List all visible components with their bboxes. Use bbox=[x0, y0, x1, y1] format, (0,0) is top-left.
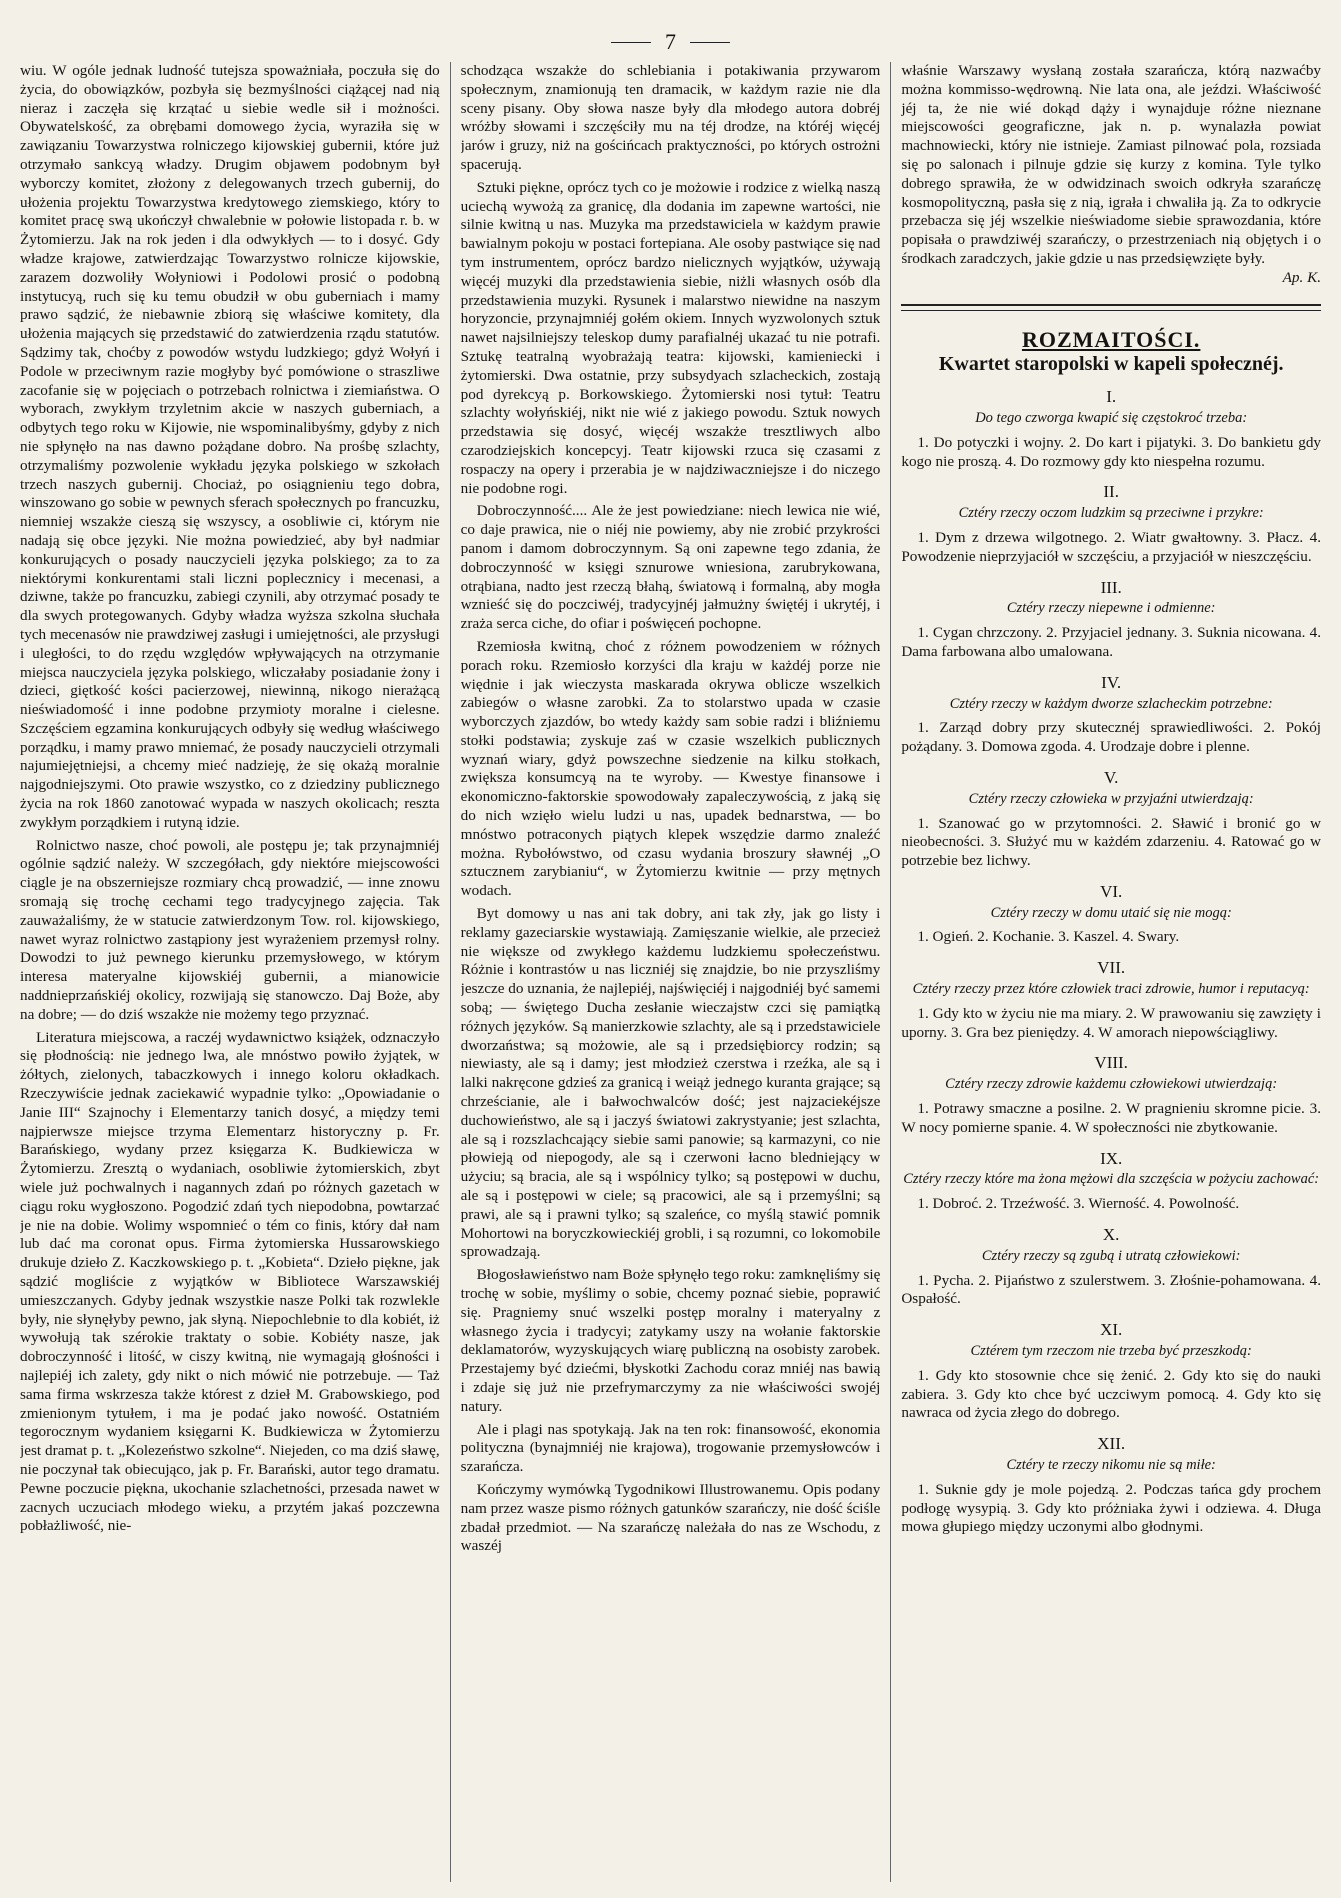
paragraph: Rolnictwo nasze, choć powoli, ale postępu je; tak przynajmniéj ogólnie sądzić należy. W szczegółach, gdy niektóre miejscowości ciągle je na obszerniejsze rozmiary chcą prowadzić, — inne znowu sromają się trochę cechami tego tradycyjnego zajęcia. Tak zauważaliśmy, że w statucie zatwierdzonym Tow. rol. kijowskiego, nawet wyraz rolnictwo zastąpiony jest wyrażeniem przemysł rolny. Dowodzi to już pewnego kierunku przemysłowego, w którym interesa materyalne kijowskiéj gubernii, a mianowicie naddnieprzańskiéj okolicy, rozwijają się stanowczo. Daj Boże, aby na dobre; — do dziś wszakże nie możemy tego przyznać. bbox=[20, 836, 440, 1023]
quartet-item bbox=[901, 1435, 1321, 1537]
quartet-text: 1. Szanować go w przytomności. 2. Sławić i bronić go w nieobecności. 3. Służyć mu w każdém zdarzeniu. 4. Ratować go w potrzebie bez lichwy. bbox=[901, 814, 1322, 870]
quartet-item bbox=[901, 1054, 1321, 1137]
quartet-number: V. bbox=[1104, 767, 1119, 787]
quartet-text: 1. Gdy kto stosownie chce się żenić. 2. Gdy kto się do nauki zabiera. 3. Gdy kto chce być uczciwym pomocą. 4. Gdy kto się nawraca od życia złego do dobrego. bbox=[901, 1366, 1322, 1422]
paragraph: Dobroczynność.... Ale że jest powiedziane: niech lewica nie wié, co daje prawica, nie o niéj nie powiemy, aby nie zrobić przykrości panom i damom dobroczynnym. Są oni zapewne tego zdania, że dobroczynność w księgi sznurowe wniesiona, zarubrykowana, otrąbiana, nadto jest rzeczą błahą, światową i formalną, aby mogła wznieść się do poczciwéj, tradycyjnéj jałmużny świętéj i ukrytéj, i zraża serca ciche, do ofiar i poświęceń pochopne. bbox=[460, 502, 881, 633]
quartet-lead: Cztéry rzeczy w domu utaić się nie mogą: bbox=[990, 904, 1232, 921]
quartet-number: III. bbox=[1100, 577, 1122, 597]
author-signature: Ap. K. bbox=[1282, 268, 1322, 286]
paragraph: Rzemiosła kwitną, choć z różnem powodzeniem w różnych porach roku. Rzemiosło korzyści dla kraju w każdéj porze nie więdnie i jak wieczysta maskarada okrywa oblicze wszelkich zabiegów o własne zarobki. Za to stolarstwo upada w czasie wyborczych zjazdów, bo wtedy każdy sam sobie radzi i bliźniemu stołki podstawia; zyskuje zaś w czasie wszelkich publicznych wyznań wiary, gdyż powszechne siedzenie na kilku stołkach, zwiększa konsumcyą na te wyroby. — Kwestye finansowe i ekonomiczno-faktorskie spowodowały zapaleczywością, z jaką się do nich wzięło wielu ludzi u nas, upadek bednarstwa, — bo mnóstwo potraconych piątych klepek wszędzie darmo znaleźć można. Rybołówstwo, od czasu wydania broszury sławnéj „O sztucznem zarybianiu“, w Żytomierzu kwitnie — przy mętnych wodach. bbox=[460, 637, 881, 900]
quartet-number: IV. bbox=[1101, 672, 1122, 692]
quartet-item bbox=[901, 769, 1321, 871]
header-rule-right bbox=[690, 42, 730, 43]
header-rule-left bbox=[611, 42, 651, 43]
column-1 bbox=[20, 62, 440, 1882]
paragraph: schodząca wszakże do schlebiania i potakiwania przywarom społecznym, znamionują ten dramacik, w każdym razie nie dla sceny pisany. Oby słowa nasze były dla młodego autora dobréj wróżby słowami i szczęściły mu na téj drodze, na któréj więcéj jarów i gruzy, niż na gościńcach praktyczności, po których ostrożni spacerują. bbox=[460, 62, 881, 173]
paragraph: Sztuki piękne, oprócz tych co je możowie i rodzice z wielką naszą uciechą wywożą za granicę, dla dodania im zapewne wartości, nie silnie kwitną u nas. Muzyka ma przedstawiciela w każdym prawie bawialnym pokoju w postaci fortepiana. Ale osoby pastwiące się nad tym instrumentem, oprócz bardzo nielicznych wyjątków, używają więcéj muzyki dla przedstawienia siebie, niżli własnych osób dla przedstawienia muzyki. Rysunek i malarstwo niewidne na naszym horyzoncie, przynajmniéj gołém okiem. Innych wyzwolonych sztuk nawet najsilniejszy teleskop dumy parafialnéj ukazać tu nie potrafi. Sztukę teatralną wyobrażają teatra: kijowski, kamieniecki i żytomierski. Dwa ostatnie, przy subsydyach szlacheckich, zostają pod dyrekcyą p. Borkowskiego. Żytomierski nosi tytuł: Teatru szlachty wołyńskiéj, nikt nie wié z jakiego powodu. Sztuk nowych przedstawia się dosyć, więcéj wszakże tresztliwych albo czarodziejskich koncepcyj. Teatr kijowski rzuca się czasami z rospaczy na opery i przerabia je w najdziwaczniejsze i do niczego nie podobne rogi. bbox=[460, 178, 881, 497]
quartet-lead: Cztéry rzeczy które ma żona mężowi dla szczęścia w pożyciu zachować: bbox=[903, 1171, 1320, 1188]
quartet-item bbox=[901, 883, 1321, 947]
quartet-lead: Cztéry rzeczy w każdym dworze szlacheckim potrzebne: bbox=[949, 695, 1273, 712]
quartet-text: 1. Dym z drzewa wilgotnego. 2. Wiatr gwałtowny. 3. Płacz. 4. Powodzenie nieprzyjaciół w szczęściu, a przyjaciół w nieszczęściu. bbox=[901, 528, 1322, 565]
quartet-lead: Cztéry te rzeczy nikomu nie są miłe: bbox=[1006, 1457, 1216, 1474]
section-title: ROZMAITOŚCI. bbox=[1021, 326, 1201, 352]
quartet-number: XI. bbox=[1100, 1320, 1123, 1340]
quartet-number: II. bbox=[1103, 482, 1119, 502]
quartet-item bbox=[901, 959, 1321, 1042]
quartet-lead: Cztéry rzeczy człowieka w przyjaźni utwierdzają: bbox=[968, 790, 1254, 807]
column-2 bbox=[461, 62, 881, 1882]
paragraph: Byt domowy u nas ani tak dobry, ani tak zły, jak go listy i reklamy gazeciarskie wystawiają. Zamięszanie wielkie, ale przecież nie większe od zwykłego każdemu ludzkiemu społeczeństwu. Różnie i kontrastów u nas liczniéj się znajdzie, bo nie przyszliśmy jeszcze do uznania, że najlepiéj, najświęciéj i najgodniéj być samemi sobą; — świętego Ducha zesłanie wieczajstw czci się pamiątką różnych języków. Są manierzkowie szlachty, ale są i przedstawiciele dworzaństwa; są możowie, ale są i przedsiębiorcy rodzin; są niewiasty, ale są i damy; jest młodzież czerstwa i rzeźka, ale są i lalki nakręcone gdzieś za granicą i weiąż jednego kuranta grające; są chrześcianie, ale i bałwochwalców dość; jest najzaciekéjsze duchowieństwo, ale są i jaczyś światowi zakrystyanie; jest szlachta, ale są i rozszlachcający siebie sami panowie; są karmazyni, co nie płowieją od niepogody, ale są i czerwoni łacno bledniejący w użyciu; są bracia, ale są i wspólnicy tylko; są postępowi w duchu, ale są i postępowi w ciele; są pracowici, ale są i przemyślni; są prawi, ale są i prawni tylko; są szaleńce, co myślą stawić pomnik Mohortowi na boryczkowieckiéj grobli, i są rozumni, co lokomobile sprowadzają. bbox=[460, 905, 881, 1261]
quartet-list bbox=[901, 388, 1321, 1537]
quartet-text: 1. Suknie gdy je mole pojedzą. 2. Podczas tańca gdy prochem podłogę wysypią. 3. Gdy kto próżniaka żywi i odziewa. 4. Długa mowa głupiego między uczonymi albo głodnymi. bbox=[901, 1480, 1322, 1536]
column-3 bbox=[901, 62, 1321, 1882]
quartet-number: IX. bbox=[1100, 1148, 1123, 1168]
quartet-number: VII. bbox=[1097, 958, 1126, 978]
quartet-item bbox=[901, 388, 1321, 471]
columns bbox=[20, 62, 1321, 1882]
quartet-item bbox=[901, 579, 1321, 662]
section-rule bbox=[901, 304, 1321, 311]
quartet-text: 1. Pycha. 2. Pijaństwo z szulerstwem. 3. Złośnie-pohamowana. 4. Ospałość. bbox=[901, 1271, 1322, 1308]
quartet-lead: Cztéry rzeczy przez które człowiek traci zdrowie, humor i reputacyą: bbox=[912, 981, 1310, 998]
quartet-item bbox=[901, 674, 1321, 757]
quartet-text: 1. Potrawy smaczne a posilne. 2. W pragnieniu skromne picie. 3. W nocy pomierne spanie. 4. W społeczności nie zbytkowanie. bbox=[901, 1100, 1322, 1136]
quartet-lead: Cztéry rzeczy niepewne i odmienne: bbox=[1006, 600, 1216, 617]
quartet-text: 1. Zarząd dobry przy skutecznéj sprawiedliwości. 2. Pokój pożądany. 3. Domowa zgoda. 4. Urodzaje dobre i plenne. bbox=[901, 719, 1322, 756]
paragraph: Błogosławieństwo nam Boże spłynęło tego roku: zamknęliśmy się trochę w sobie, myślimy o sobie, chcemy poznać siebie, poprawić się. Pragniemy snuć wszelki postęp moralny i materyalny z własnego życia i tradycyi; zatykamy uszy na wołanie faktorskie deklamatorów, wyzyskujących wiarę publiczną na osobisty zarobek. Przestajemy być dziećmi, błyskotki Zachodu coraz mniéj nas bawią i zdaje się już nie przefrymarczymy za nie właściwości swojéj natury. bbox=[460, 1266, 881, 1415]
quartet-item bbox=[901, 1150, 1321, 1214]
quartet-number: VIII. bbox=[1094, 1053, 1128, 1073]
quartet-text: 1. Gdy kto w życiu nie ma miary. 2. W prawowaniu się zawzięty i uporny. 3. Gra bez pieniędzy. 4. W amorach niepowściągliwy. bbox=[901, 1004, 1322, 1041]
quartet-lead: Cztéry rzeczy oczom ludzkim są przeciwne i przykre: bbox=[958, 505, 1264, 522]
quartet-item bbox=[901, 1321, 1321, 1423]
quartet-lead: Cztéry rzeczy zdrowie każdemu człowiekowi utwierdzają: bbox=[945, 1076, 1278, 1093]
column-divider bbox=[890, 62, 891, 1882]
quartet-lead: Cztéry rzeczy są zgubą i utratą człowiekowi: bbox=[981, 1247, 1241, 1264]
paragraph: Kończymy wymówką Tygodnikowi Illustrowanemu. Opis podany nam przez wasze pismo różnych gatunków szarańczy, nie dość ściśle zbadał przedmiot. — Na szarańczę należała do nas ze Wschodu, z waszéj bbox=[460, 1480, 881, 1555]
quartet-text: 1. Do potyczki i wojny. 2. Do kart i pijatyki. 3. Do bankietu gdy kogo nie proszą. 4. Do rozmowy gdy kto niespełna rozumu. bbox=[901, 433, 1322, 470]
paragraph: właśnie Warszawy wysłaną została szarańcza, którą nazwaćby można kommisso-wędrowną. Nie lata ona, ale jeździ. Właściwość jéj ta, że nie wié dokąd dąży i wynajduje różne nieznane miejscowości geograficzne, jak n. p. wynalazła powiat machnowiecki, który nie istnieje. Zamiast pilnować pola, rozsiada się po salonach i pilnuje gdzie się kurzy z komina. Tyle tylko dobrego sprawiła, że w odwidzinach swoich odkryła szarańczę kosmopolityczną, pasła się z nią, igrała i chwaliła ją. Za to odkrycie przebacza się jéj wszelkie nieświadome siebie sprawozdania, które popisała o prawdziwéj szarańczy, o przestrzeniach nią objętych i o środkach zaradczych, jakie gdzie u nas przedsięwzięte były. bbox=[901, 62, 1322, 267]
paragraph: Ale i plagi nas spotykają. Jak na ten rok: finansowość, ekonomia polityczna (bynajmniéj nie krajowa), trogowanie przemysłowców i szarańcza. bbox=[460, 1420, 881, 1476]
paragraph: wiu. W ogóle jednak ludność tutejsza spoważniała, poczuła się do życia, do obowiązków, pozbyła się bezmyślności ciążącej nad nią nieraz i zaczęła się krzątać u siebie wedle sił i możności. Obywatelskość, za obrębami domowego życia, wyraziła się w zawiązaniu Towarzystwa rolniczego kijowskiej gubernii, które już otrzymało sankcyą władzy. Drugim objawem podobnym był wyborczy komitet, złożony z delegowanych trzech gubernij, do ułożenia projektu Towarzystwa kredytowego ziemskiego, który to komitet pracę swą ukończył chwalebnie w połowie listopada r. b. w Żytomierzu. Jak na rok jeden i dla odwykłych — to i dosyć. Gdy władze krajowe, zatwierdzając Towarzystwo rolnicze kijowskie, zarazem dozwoliły Wołyniowi i Podolowi prosić o podobną instytucyą, ruch się ku temu obudził w obu guberniach i mamy prawo sądzić, że niebawnie zbiorą się właściwe komitety, dla ułożenia mających się przedstawić do zatwierdzenia rządu statutów. Sądzimy tak, choćby z powodów wstydu ludzkiego; gdyż Wołyń i Podole w przeciwnym razie mogłyby być pomówione o straszliwe zacofanie się w pojęciach o potrzebach rolnictwa i ziemiaństwa. O wyborach, zwykłym trzyletnim akcie w naszych guberniach, a odbytych tego roku w Kijowie, nie wspominalibyśmy, gdyby z nich nie spłynęło na nas dawno pożądane dobro. Na prośbę szlachty, otrzymaliśmy pozwolenie wykładu języka polskiego w szkołach trzech naszych gubernij. Chociaż, po osiągnieniu tego dobra, winszowano go sobie w pewnych sferach społecznych po francuzku, niemniej wszakże cieszą się wszyscy, a osobliwie ci, którym nie nadają się obce języki. Nie można powiedzieć, aby był nadmiar konkurujących o posady nauczycieli języka polskiego; za to za niektórymi konkurentami stali liczni poplecznicy i mecenasi, a dziwne, także po francuzku, zabiegi czynili, aby otrzymać posady te dla swych protegowanych. Gdyby władza wyższa szkolna słuchała tych mecenasów nie prawdziwej zasługi i umiejętności, ale przysługi i uległości, to do rzędu względów wpływających na otrzymanie miejsca nauczyciela języka polskiego, wliczałaby posiadanie żony i dzieci, giętkość kości pacierzowej, niewinną, nikogo nierażącą nieświadomość i inne podobne przymioty moralne i cielesne. Szczęściem egzamina konkurujących odbyły się według właściwego porządku, i mamy prawo mniemać, że posady nauczycieli otrzymali najumiejętniejsi, a chcemy mieć nadzieję, że się okażą moralnie najgodniejszymi. Oto prawie wszystko, co z dziedziny publicznego życia na rok 1860 zanotować wypada w naszych okolicach; reszta zwykłym porządkiem i rutyną idzie. bbox=[20, 62, 440, 831]
page-number: 7 bbox=[665, 29, 676, 54]
quartet-item bbox=[901, 1226, 1321, 1309]
quartet-text: 1. Cygan chrzczony. 2. Przyjaciel jednany. 3. Suknia nicowana. 4. Dama farbowana albo umalowana. bbox=[901, 624, 1322, 660]
quartet-number: XII. bbox=[1097, 1434, 1126, 1454]
paragraph: Literatura miejscowa, a raczéj wydawnictwo książek, odznaczyło się płodnością: nie jednego lwa, ale mnóstwo powiło żyjątek, w żółtych, zielonych, tabaczkowych i innego koloru okładkach. Rzeczywiście jednak zaciekawić wypadnie tylko: „Opowiadanie o Janie III“ Szajnochy i Elementarzy tanich dosyć, a między temi najpierwsze miejsce trzyma Elementarz historyczny p. Fr. Barańskiego, wydany przez księgarza K. Budkiewicza w Żytomierzu. Zresztą o wydaniach, osobliwie żytomierskich, zbyt wiele już pochwalnych i nagannych zdań po różnych gazetach w ciągu roku wygłoszono. Pogodzić zdań tych niepodobna, powtarzać je nie na dobie. Wolimy wspomnieć o tém co finis, który dał nam lub dać ma coronat opus. Firma żytomierska Hussarowskiego drukuje dzieło Z. Kaczkowskiego p. t. „Kobieta“. Dzieło piękne, jak sądzić mogliście z wyjątków w Bibliotece Warszawskiéj umieszczanych. Gdyby jednak wszystkie nasze Polki tak rozwlekle były, nie słynęłyby pewno, jak słyną. Niepochlebnie to dla kobiét, iż wywołują tak szérokie traktaty o sobie. Kobiéty nasze, jak dobroczynność i litość, w ciszy kwitną, nie wymagają głośności i najlepiéj ich zalety, gdy nikt o nich mówić nie potrzebuje. — Taż sama firma wskrzesza także którest z dzieł M. Grabowskiego, pod zmienionym tytułem, i ma je podać jako nowość. Ostatniém tegorocznym wydaniem księgarni K. Budkiewicza w Żytomierzu jest dramat p. t. „Kolezeństwo szkolne“. Niejeden, co ma dziś sławę, nie poczynał tak obiecująco, jak p. Fr. Barański, autor tego dramatu. Pewne poczucie piękna, ukochanie szlachetności, przesada nawet w zacnych uczuciach młodego wieku, a przytém jakaś pozczewna pobłażliwość, nie- bbox=[20, 1028, 440, 1535]
quartet-text: 1. Ogień. 2. Kochanie. 3. Kaszel. 4. Swary. bbox=[917, 928, 1180, 946]
quartet-number: VI. bbox=[1100, 881, 1123, 901]
column-divider bbox=[450, 62, 451, 1882]
quartet-number: X. bbox=[1102, 1225, 1120, 1245]
quartet-lead: Cztérem tym rzeczom nie trzeba być przeszkodą: bbox=[970, 1343, 1252, 1360]
quartet-number: I. bbox=[1106, 387, 1117, 407]
quartet-text: 1. Dobroć. 2. Trzeźwość. 3. Wierność. 4. Powolność. bbox=[917, 1195, 1240, 1213]
page-header bbox=[20, 22, 1321, 62]
article-title: Kwartet staropolski w kapeli społecznéj. bbox=[938, 353, 1284, 376]
quartet-item bbox=[901, 483, 1321, 566]
quartet-lead: Do tego czworga kwapić się częstokroć trzeba: bbox=[975, 409, 1248, 426]
